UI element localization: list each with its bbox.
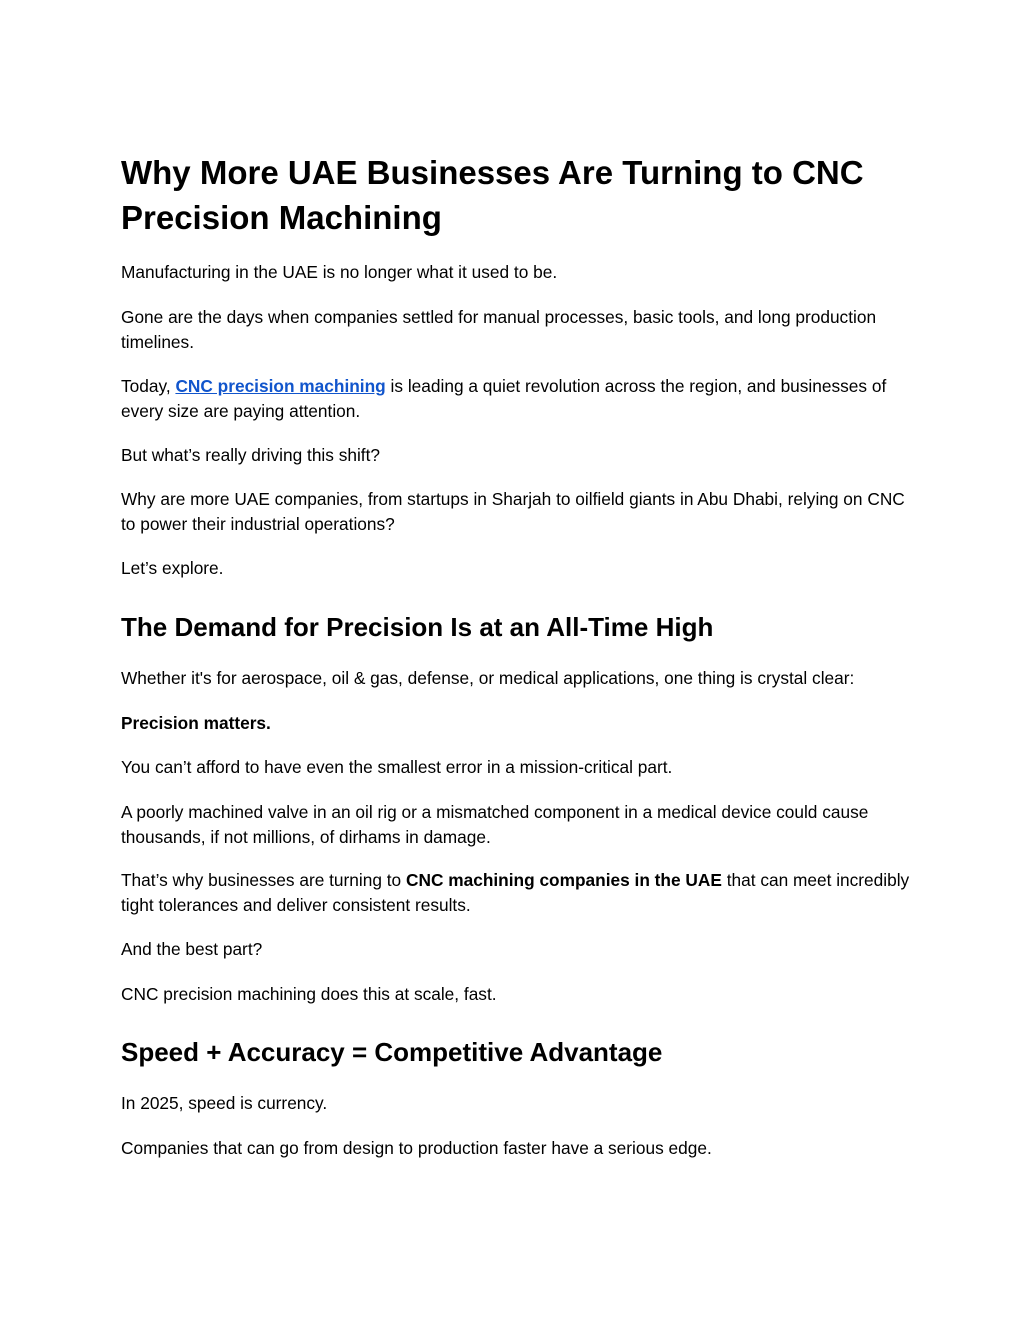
precision-matters-bold: Precision matters. — [121, 713, 271, 733]
section1-paragraph-3: You can’t afford to have even the smallest error in a mission-critical part. — [121, 757, 673, 777]
section1-paragraph-4: A poorly machined valve in an oil rig or a mismatched component in a medical device could cause thousands, if not millions, of dirhams in damage. — [121, 802, 869, 847]
section1-paragraph-6: And the best part? — [121, 939, 263, 959]
intro-paragraph-3 — [121, 374, 911, 423]
intro-paragraph-6: Let’s explore. — [121, 558, 224, 578]
section1-paragraph-2 — [121, 711, 911, 736]
section1-paragraph-5-lead: That’s why businesses are turning to — [121, 870, 406, 890]
section-heading-speed: Speed + Accuracy = Competitive Advantage — [121, 1037, 663, 1067]
section1-paragraph-5-tail: that can meet incredibly tight tolerances and deliver consistent results. — [121, 870, 910, 915]
section2-paragraph-1: In 2025, speed is currency. — [121, 1093, 328, 1113]
intro-paragraph-2: Gone are the days when companies settled for manual processes, basic tools, and long production timelines. — [121, 307, 877, 352]
intro-paragraph-1: Manufacturing in the UAE is no longer what it used to be. — [121, 262, 558, 282]
intro-paragraph-3-tail: is leading a quiet revolution across the region, and businesses of every size are paying attention. — [121, 376, 887, 421]
section-heading-precision: The Demand for Precision Is at an All-Time High — [121, 612, 714, 642]
section1-paragraph-7: CNC precision machining does this at scale, fast. — [121, 984, 497, 1004]
cnc-precision-machining-link[interactable]: CNC precision machining — [175, 376, 386, 396]
section1-paragraph-5 — [121, 868, 911, 917]
section2-paragraph-2: Companies that can go from design to production faster have a serious edge. — [121, 1138, 712, 1158]
intro-paragraph-4: But what’s really driving this shift? — [121, 445, 381, 465]
cnc-companies-bold: CNC machining companies in the UAE — [405, 870, 722, 890]
section1-paragraph-1: Whether it's for aerospace, oil & gas, defense, or medical applications, one thing is crystal clear: — [121, 668, 855, 688]
intro-paragraph-3-lead: Today, — [121, 376, 176, 396]
document-title: Why More UAE Businesses Are Turning to CNC Precision Machining — [121, 154, 864, 236]
intro-paragraph-5: Why are more UAE companies, from startups in Sharjah to oilfield giants in Abu Dhabi, relying on CNC to power their industrial operations? — [121, 489, 905, 534]
